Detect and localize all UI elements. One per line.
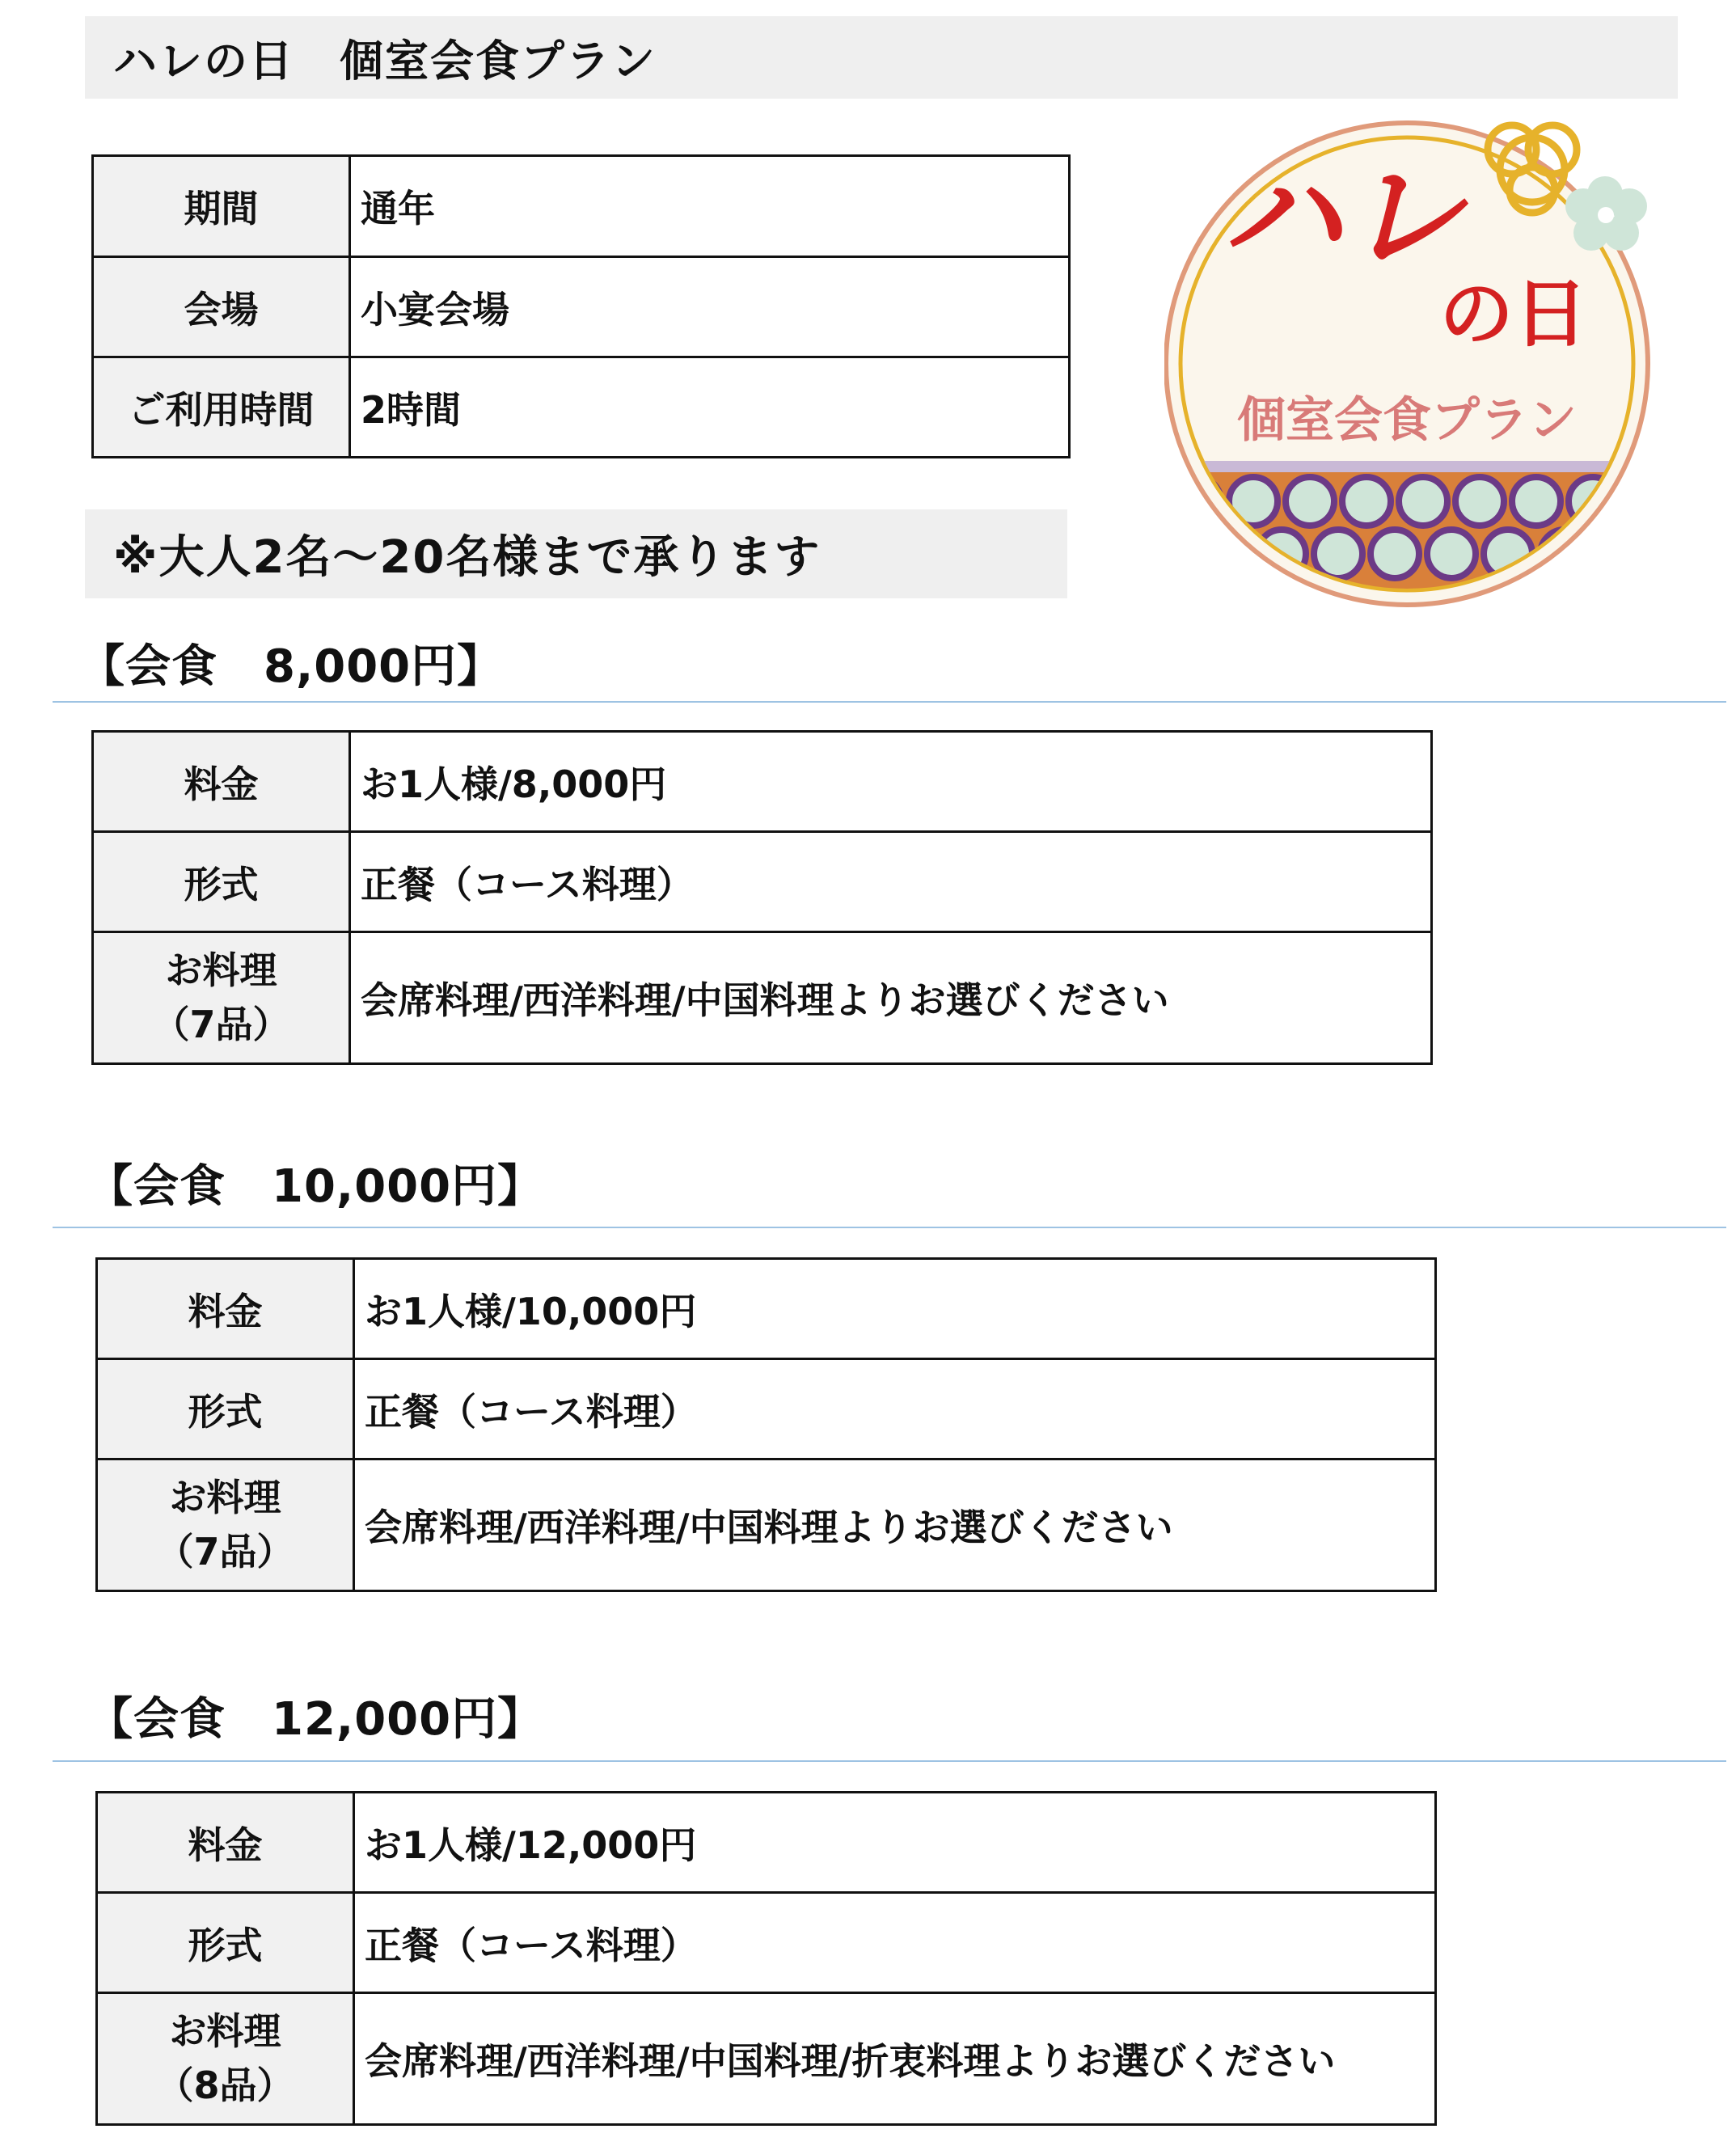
price-value: お1人様/12,000円 — [354, 1793, 1436, 1893]
format-label: 形式 — [97, 1893, 354, 1993]
table-row — [97, 1893, 1436, 1993]
cuisine-label — [93, 932, 350, 1064]
plan-2-divider — [53, 1227, 1726, 1228]
format-label: 形式 — [97, 1359, 354, 1459]
table-row — [93, 257, 1070, 357]
table-row — [97, 1793, 1436, 1893]
format-value: 正餐（コース料理） — [350, 832, 1432, 932]
duration-value: 2時間 — [350, 357, 1070, 458]
price-label: 料金 — [97, 1259, 354, 1359]
badge-logo-svg — [1164, 105, 1682, 623]
price-value: お1人様/8,000円 — [350, 732, 1432, 832]
hare-no-hi-badge-logo — [1164, 105, 1682, 623]
badge-text-no-hi: の日 — [1439, 271, 1589, 357]
table-row — [97, 1359, 1436, 1459]
table-row — [97, 1993, 1436, 2125]
duration-label: ご利用時間 — [93, 357, 350, 458]
page-title-bar — [85, 16, 1678, 99]
price-label: 料金 — [97, 1793, 354, 1893]
format-value: 正餐（コース料理） — [354, 1359, 1436, 1459]
guest-note-bar — [85, 509, 1067, 598]
overview-table — [91, 154, 1071, 458]
format-value: 正餐（コース料理） — [354, 1893, 1436, 1993]
price-value: お1人様/10,000円 — [354, 1259, 1436, 1359]
plan-3-title: 【会食 12,000円】 — [87, 1693, 544, 1746]
cuisine-label-line2: （8品） — [156, 2064, 294, 2107]
cuisine-value: 会席料理/西洋料理/中国料理/折衷料理よりお選びください — [354, 1993, 1436, 2125]
plan-1-title: 【会食 8,000円】 — [79, 640, 504, 693]
plan-2-title: 【会食 10,000円】 — [87, 1160, 544, 1213]
cuisine-value: 会席料理/西洋料理/中国料理よりお選びください — [354, 1459, 1436, 1591]
table-row — [93, 156, 1070, 257]
table-row — [93, 357, 1070, 458]
table-row — [93, 832, 1432, 932]
venue-label: 会場 — [93, 257, 350, 357]
plum-blossom-icon — [1565, 176, 1647, 251]
format-label: 形式 — [93, 832, 350, 932]
cuisine-label — [97, 1459, 354, 1591]
badge-text-plan: 個室会食プラン — [1237, 392, 1577, 449]
table-row — [93, 932, 1432, 1064]
table-row — [93, 732, 1432, 832]
cuisine-label-line1: お料理 — [169, 2009, 281, 2054]
cuisine-label-line1: お料理 — [169, 1476, 281, 1520]
cuisine-label-line2: （7品） — [152, 1003, 290, 1046]
cuisine-label-line1: お料理 — [165, 948, 277, 993]
plan-2-table — [95, 1257, 1437, 1592]
cuisine-value: 会席料理/西洋料理/中国料理よりお選びください — [350, 932, 1432, 1064]
period-label: 期間 — [93, 156, 350, 257]
plan-3-divider — [53, 1760, 1726, 1762]
price-label: 料金 — [93, 732, 350, 832]
cuisine-label — [97, 1993, 354, 2125]
plan-1-divider — [53, 701, 1726, 703]
period-value: 通年 — [350, 156, 1070, 257]
table-row — [97, 1459, 1436, 1591]
table-row — [97, 1259, 1436, 1359]
badge-text-hare: ハレ — [1221, 146, 1464, 288]
venue-value: 小宴会場 — [350, 257, 1070, 357]
page-title: ハレの日 個室会食プラン — [113, 35, 657, 87]
plan-1-table — [91, 730, 1433, 1065]
guest-note: ※大人2名～20名様まで承ります — [113, 531, 822, 584]
plan-3-table — [95, 1791, 1437, 2126]
cuisine-label-line2: （7品） — [156, 1530, 294, 1574]
